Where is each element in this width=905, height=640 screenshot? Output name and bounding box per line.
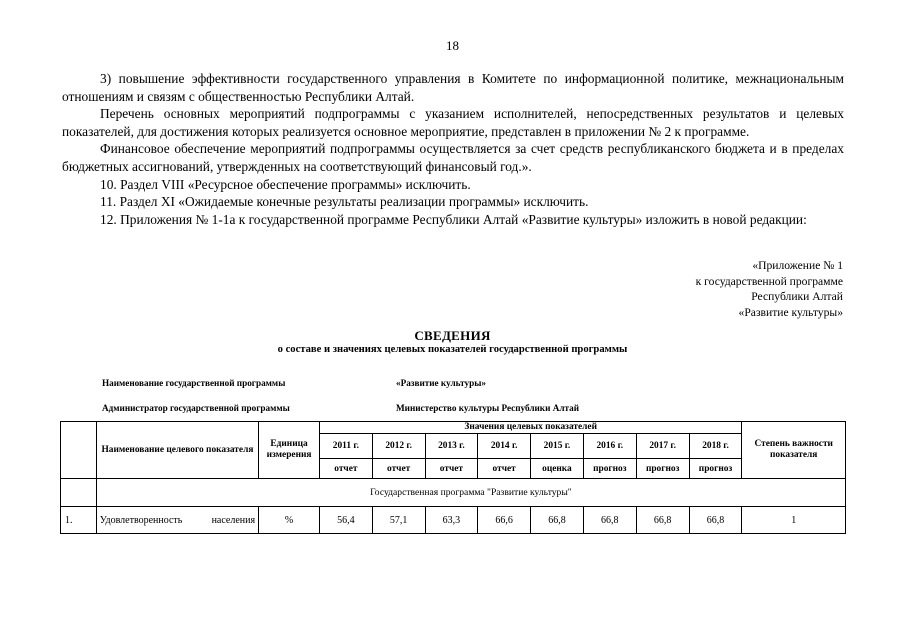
program-row-title: Государственная программа "Развитие культуры": [96, 479, 845, 507]
program-label: Наименование государственной программы: [102, 378, 286, 388]
body-text: [62, 70, 844, 228]
header-year: 2015 г.: [531, 434, 584, 459]
annex-note: [696, 258, 843, 320]
row-value: 66,8: [583, 507, 636, 534]
row-value: 57,1: [372, 507, 425, 534]
annex-line: «Приложение № 1: [752, 259, 843, 272]
table-row: [61, 507, 846, 534]
paragraph: Финансовое обеспечение мероприятий подпрограммы осуществляется за счет средств республиканского бюджета и в пределах бюджетных ассигнований, утвержденных на соответствующий финансовый год.».: [62, 141, 844, 174]
document-subtitle: о составе и значениях целевых показателей государственной программы: [277, 344, 628, 355]
header-num: [61, 422, 97, 479]
admin-info-row: [102, 403, 579, 413]
program-row-num: [61, 479, 97, 507]
admin-label: Администратор государственной программы: [102, 403, 290, 413]
page-number: 18: [446, 38, 459, 53]
header-importance: Степень важности показателя: [742, 422, 846, 479]
annex-line: Республики Алтай: [751, 290, 843, 304]
document-title: СВЕДЕНИЯ: [414, 328, 491, 343]
row-value: 66,8: [531, 507, 584, 534]
annex-line: «Развитие культуры»: [738, 305, 843, 319]
header-unit: Единица измерения: [259, 422, 320, 479]
header-kind: отчет: [478, 459, 531, 479]
row-indicator-name: Удовлетворенность населения: [96, 507, 258, 534]
annex-line: к государственной программе: [695, 274, 843, 288]
header-year: 2014 г.: [478, 434, 531, 459]
row-value: 66,8: [689, 507, 742, 534]
row-unit: %: [259, 507, 320, 534]
paragraph: 11. Раздел XI «Ожидаемые конечные результаты реализации программы» исключить.: [100, 194, 589, 210]
paragraph: Перечень основных мероприятий подпрограммы с указанием исполнителей, непосредственных результатов и целевых показателей, для достижения которых реализуется основное мероприятие, представлен в приложении № 2 к программе.: [62, 106, 844, 139]
header-kind: прогноз: [636, 459, 689, 479]
header-kind: отчет: [372, 459, 425, 479]
row-value: 66,8: [636, 507, 689, 534]
paragraph: 12. Приложения № 1-1а к государственной программе Республики Алтай «Развитие культуры» изложить в новой редакции:: [100, 211, 807, 227]
header-year: 2011 г.: [319, 434, 372, 459]
paragraph: 10. Раздел VIII «Ресурсное обеспечение программы» исключить.: [100, 176, 471, 192]
header-year: 2013 г.: [425, 434, 478, 459]
header-kind: оценка: [531, 459, 584, 479]
header-year: 2012 г.: [372, 434, 425, 459]
row-importance: 1: [742, 507, 846, 534]
header-year: 2017 г.: [636, 434, 689, 459]
header-year: 2018 г.: [689, 434, 742, 459]
header-kind: отчет: [319, 459, 372, 479]
admin-value: Министерство культуры Республики Алтай: [396, 403, 579, 413]
row-value: 56,4: [319, 507, 372, 534]
header-kind: отчет: [425, 459, 478, 479]
header-year: 2016 г.: [583, 434, 636, 459]
indicators-table: [60, 421, 846, 534]
program-value: «Развитие культуры»: [396, 378, 486, 388]
header-kind: прогноз: [689, 459, 742, 479]
header-values: Значения целевых показателей: [319, 422, 741, 434]
program-row: [61, 479, 846, 507]
header-kind: прогноз: [583, 459, 636, 479]
row-value: 63,3: [425, 507, 478, 534]
header-indicator-name: Наименование целевого показателя: [96, 422, 258, 479]
paragraph: 3) повышение эффективности государственного управления в Комитете по информационной политике, межнациональным отношениям и связям с общественностью Республики Алтай.: [62, 71, 844, 104]
program-info-row: [102, 378, 486, 388]
row-number: 1.: [61, 507, 97, 534]
row-value: 66,6: [478, 507, 531, 534]
